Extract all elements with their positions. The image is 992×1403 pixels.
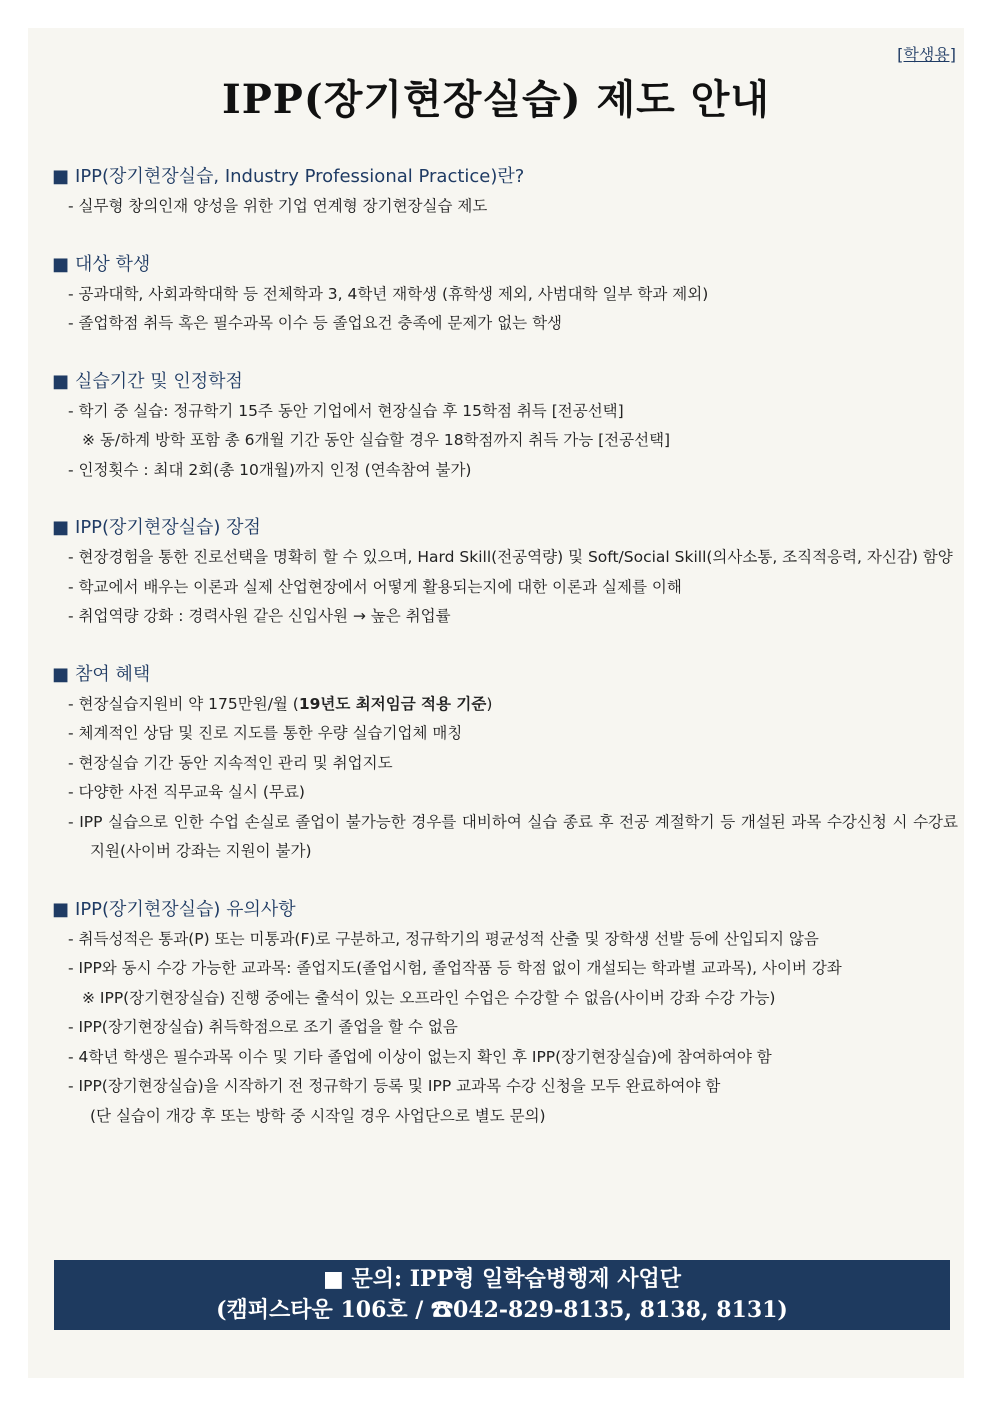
section-heading: ■ IPP(장기현장실습) 장점 (52, 517, 261, 538)
section-heading: ■ 실습기간 및 인정학점 (52, 370, 243, 392)
list-item: - 취득성적은 통과(P) 또는 미통과(F)로 구분하고, 정규학기의 평균성적 산출 및 장학생 선발 등에 산입되지 않음 (68, 929, 819, 948)
page-title: IPP(장기현장실습) 제도 안내 (222, 76, 770, 123)
list-item: - IPP(장기현장실습)을 시작하기 전 정규학기 등록 및 IPP 교과목 수강 신청을 모두 완료하여야 함 (68, 1077, 721, 1095)
square-bullet-icon: ■ (52, 663, 70, 685)
note-item: (단 실습이 개강 후 또는 방학 중 시작일 경우 사업단으로 별도 문의) (90, 1106, 546, 1125)
section-benefits (52, 660, 958, 867)
list-item: - 체계적인 상담 및 진로 지도를 통한 우량 실습기업체 매칭 (68, 724, 463, 742)
section-period (52, 367, 958, 486)
section-about (52, 162, 958, 222)
list-item: - 공과대학, 사회과학대학 등 전체학과 3, 4학년 재학생 (휴학생 제외, 사범대학 일부 학과 제외) (68, 284, 709, 303)
list-item: - IPP 실습으로 인한 수업 손실로 졸업이 불가능한 경우를 대비하여 실습 종료 후 전공 계절학기 등 개설된 과목 수강신청 시 수강료 지원(사이버 강좌는 지원이 불가) (68, 812, 958, 860)
section-heading: ■ IPP(장기현장실습, Industry Professional Practice)란? (52, 166, 525, 187)
section-heading: ■ 참여 혜택 (52, 663, 151, 685)
square-bullet-icon: ■ (52, 166, 70, 187)
contact-details: (캠퍼스타운 106호 / ☎042-829-8135, 8138, 8131) (216, 1297, 788, 1323)
audience-badge: [학생용] (897, 45, 956, 64)
list-item: - 학교에서 배우는 이론과 실제 산업현장에서 어떻게 활용되는지에 대한 이론과 실제를 이해 (68, 577, 682, 596)
square-bullet-icon: ■ (52, 517, 70, 538)
list-item: - 다양한 사전 직무교육 실시 (무료) (68, 783, 305, 801)
note-item: ※ IPP(장기현장실습) 진행 중에는 출석이 있는 오프라인 수업은 수강할 수 없음(사이버 강좌 수강 가능) (82, 988, 776, 1007)
list-item: - 학기 중 실습: 정규학기 15주 동안 기업에서 현장실습 후 15학점 취득 [전공선택] (68, 401, 624, 420)
contact-title: ■ 문의: IPP형 일학습병행제 사업단 (323, 1266, 681, 1292)
square-bullet-icon: ■ (52, 898, 70, 920)
contact-box (54, 1260, 950, 1330)
list-item: - 현장실습지원비 약 175만원/월 (19년도 최저임금 적용 기준) (68, 694, 493, 713)
emphasis-text: 19년도 최저임금 적용 기준 (298, 694, 487, 713)
document-page (28, 28, 964, 1378)
section-merits (52, 513, 958, 632)
list-item: - 졸업학점 취득 혹은 필수과목 이수 등 졸업요건 충족에 문제가 없는 학생 (68, 314, 563, 332)
list-item: - IPP(장기현장실습) 취득학점으로 조기 졸업을 할 수 없음 (68, 1018, 458, 1036)
list-item: - 취업역량 강화 : 경력사원 같은 신입사원 → 높은 취업률 (68, 607, 451, 625)
square-bullet-icon: ■ (52, 253, 70, 275)
section-heading: ■ IPP(장기현장실습) 유의사항 (52, 898, 296, 920)
section-heading: ■ 대상 학생 (52, 253, 151, 275)
list-item: - 실무형 창의인재 양성을 위한 기업 연계형 장기현장실습 제도 (68, 197, 488, 215)
square-bullet-icon: ■ (52, 370, 70, 392)
section-cautions (52, 895, 958, 1132)
content (52, 162, 958, 1159)
list-item: - 4학년 학생은 필수과목 이수 및 기타 졸업에 이상이 없는지 확인 후 IPP(장기현장실습)에 참여하여야 함 (68, 1047, 772, 1066)
list-item: - IPP와 동시 수강 가능한 교과목: 졸업지도(졸업시험, 졸업작품 등 학점 없이 개설되는 학과별 교과목), 사이버 강좌 (68, 959, 842, 977)
list-item: - 현장실습 기간 동안 지속적인 관리 및 취업지도 (68, 753, 393, 772)
note-item: ※ 동/하계 방학 포함 총 6개월 기간 동안 실습할 경우 18학점까지 취득 가능 [전공선택] (82, 431, 671, 449)
list-item: - 현장경험을 통한 진로선택을 명확히 할 수 있으며, Hard Skill(전공역량) 및 Soft/Social Skill(의사소통, 조직적응력, 자신감) 함양 (68, 548, 953, 566)
list-item: - 인정횟수 : 최대 2회(총 10개월)까지 인정 (연속참여 불가) (68, 460, 472, 479)
section-target (52, 250, 958, 339)
